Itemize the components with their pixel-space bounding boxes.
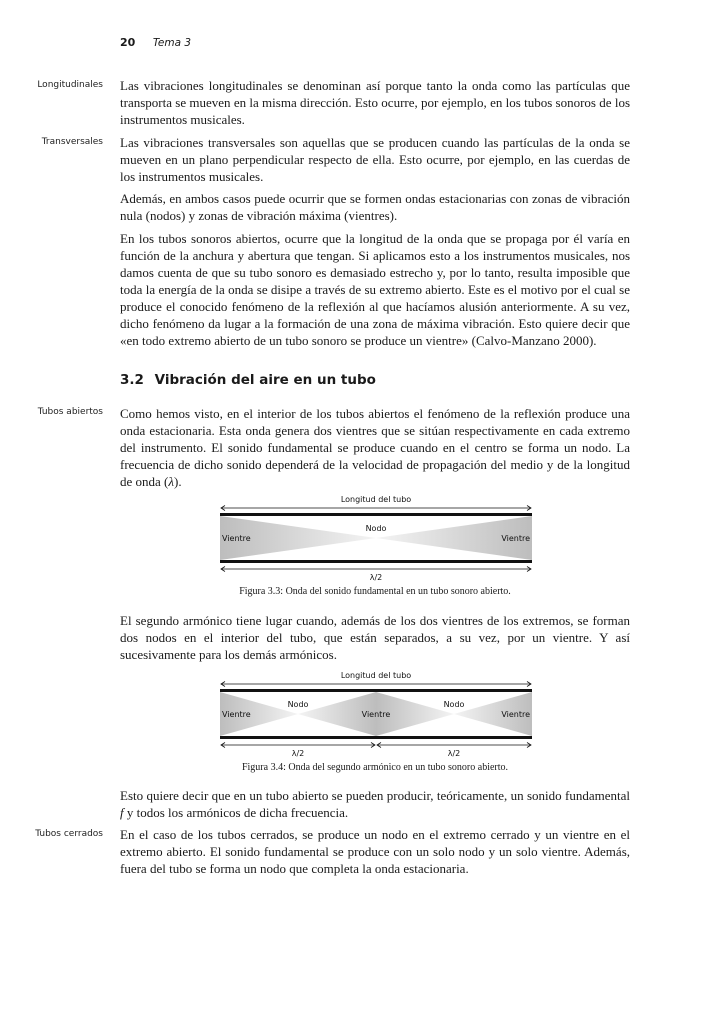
section-title-text: Vibración del aire en un tubo	[154, 372, 376, 388]
paragraph-tubos-sonoros: En los tubos sonoros abiertos, ocurre que la longitud de la onda que se propaga por él varía en función de la anchura y abertura que tengan. Si aplicamos esto a los instrumentos musicales, nos damos cuenta de que su tubo sonoro es demasiado estrecho y, por lo tanto, resulta imposible que toda la energía de la onda se disipe a través de su extremo abierto. Este es el motivo por el cual se produce el conocido fenómeno de la reflexión al que hacíamos alusión anteriormente. A su vez, dicho fenómeno da lugar a la formación de una zona de máxima vibración. Esto quiere decir que «en todo extremo abierto de un tubo sonoro se produce un vientre» (Calvo-Manzano 2000).	[120, 231, 630, 348]
figure-3-3-top-label: Longitud del tubo	[340, 495, 412, 504]
figure-3-4-tube-bottom-wall	[220, 736, 532, 739]
figure-3-4-half-wavelength-left: λ/2	[291, 749, 305, 758]
figure-3-3	[220, 494, 532, 584]
figure-3-3-caption: Figura 3.3: Onda del sonido fundamental en un tubo sonoro abierto.	[239, 586, 511, 597]
paragraph-armonicos-end: y todos los armónicos de dicha frecuencia.	[123, 805, 349, 820]
paragraph-tubos-abiertos	[120, 405, 630, 490]
figure-3-3-vientre-left: Vientre	[222, 534, 251, 543]
paragraph-ondas-estacionarias: Además, en ambos casos puede ocurrir que se formen ondas estacionarias con zonas de vibración nula (nodos) y zonas de vibración máxima (vientres).	[120, 191, 630, 223]
paragraph-segundo-armonico: El segundo armónico tiene lugar cuando, además de los dos vientres de los extremos, se forman dos nodos en el interior del tubo, que están separados, a su vez, por un vientre. Y así sucesivamente para los demás armónicos.	[120, 613, 630, 662]
margin-note-tubos-abiertos: Tubos abiertos	[37, 407, 103, 417]
lambda-symbol: λ	[168, 474, 175, 489]
margin-note-transversales: Transversales	[41, 137, 103, 147]
figure-3-4-vientre-left: Vientre	[222, 710, 251, 719]
page-header	[120, 36, 191, 49]
section-title	[120, 372, 376, 388]
paragraph-longitudinales: Las vibraciones longitudinales se denominan así porque tanto la onda como las partículas que transporta se mueven en la misma dirección. Esto ocurre, por ejemplo, en los tubos sonoros de los instrumentos musicales.	[120, 78, 630, 127]
figure-3-3-vientre-right: Vientre	[501, 534, 530, 543]
figure-3-4-tube-top-wall	[220, 689, 532, 692]
figure-3-4-nodo-1: Nodo	[287, 700, 309, 709]
figure-3-3-tube-bottom-wall	[220, 560, 532, 563]
figure-3-3-tube-top-wall	[220, 513, 532, 516]
paragraph-tubos-abiertos-end: ).	[174, 474, 182, 489]
figure-3-4-diagram	[220, 670, 532, 760]
figure-3-4-half-wavelength-right: λ/2	[447, 749, 461, 758]
margin-note-longitudinales: Longitudinales	[37, 80, 103, 90]
figure-3-4-top-label: Longitud del tubo	[340, 671, 412, 680]
figure-3-4-vientre-right: Vientre	[501, 710, 530, 719]
figure-3-4-vientre-center: Vientre	[361, 710, 391, 719]
paragraph-transversales: Las vibraciones transversales son aquellas que se producen cuando las partículas de la onda se mueven en un plano perpendicular respecto de ella. Esto ocurre, por ejemplo, en las cuerdas de los instrumentos musicales.	[120, 135, 630, 184]
section-number: 3.2	[120, 372, 144, 388]
paragraph-tubos-abiertos-text: Como hemos visto, en el interior de los tubos abiertos el fenómeno de la reflexión produce una onda estacionaria. Esta onda genera dos vientres que se sitúan respectivamente en cada extremo del instrumento. El sonido fundamental se produce cuando en el centro se forma un nodo. La frecuencia de dicho sonido dependerá de la velocidad de propagación del medio y de la longitud de onda (	[120, 406, 630, 489]
page-number: 20	[120, 36, 136, 49]
paragraph-armonicos-text: Esto quiere decir que en un tubo abierto se pueden producir, teóricamente, un sonido fundamental	[120, 788, 630, 803]
figure-3-4-caption: Figura 3.4: Onda del segundo armónico en un tubo sonoro abierto.	[241, 762, 509, 773]
paragraph-tubos-cerrados: En el caso de los tubos cerrados, se produce un nodo en el extremo cerrado y un vientre en el extremo abierto. El sonido fundamental se produce con un solo nodo y un solo vientre. Además, fuera del tubo se forma un nodo que completa la onda estacionaria.	[120, 827, 630, 876]
frequency-symbol: f	[120, 805, 124, 820]
paragraph-armonicos	[120, 787, 630, 821]
chapter-label: Tema 3	[152, 37, 192, 49]
figure-3-4-nodo-2: Nodo	[443, 700, 465, 709]
figure-3-3-diagram	[220, 494, 532, 584]
margin-note-tubos-cerrados: Tubos cerrados	[35, 829, 103, 839]
figure-3-3-half-wavelength: λ/2	[369, 573, 383, 582]
figure-3-4	[220, 670, 532, 760]
figure-3-3-nodo: Nodo	[365, 524, 387, 533]
